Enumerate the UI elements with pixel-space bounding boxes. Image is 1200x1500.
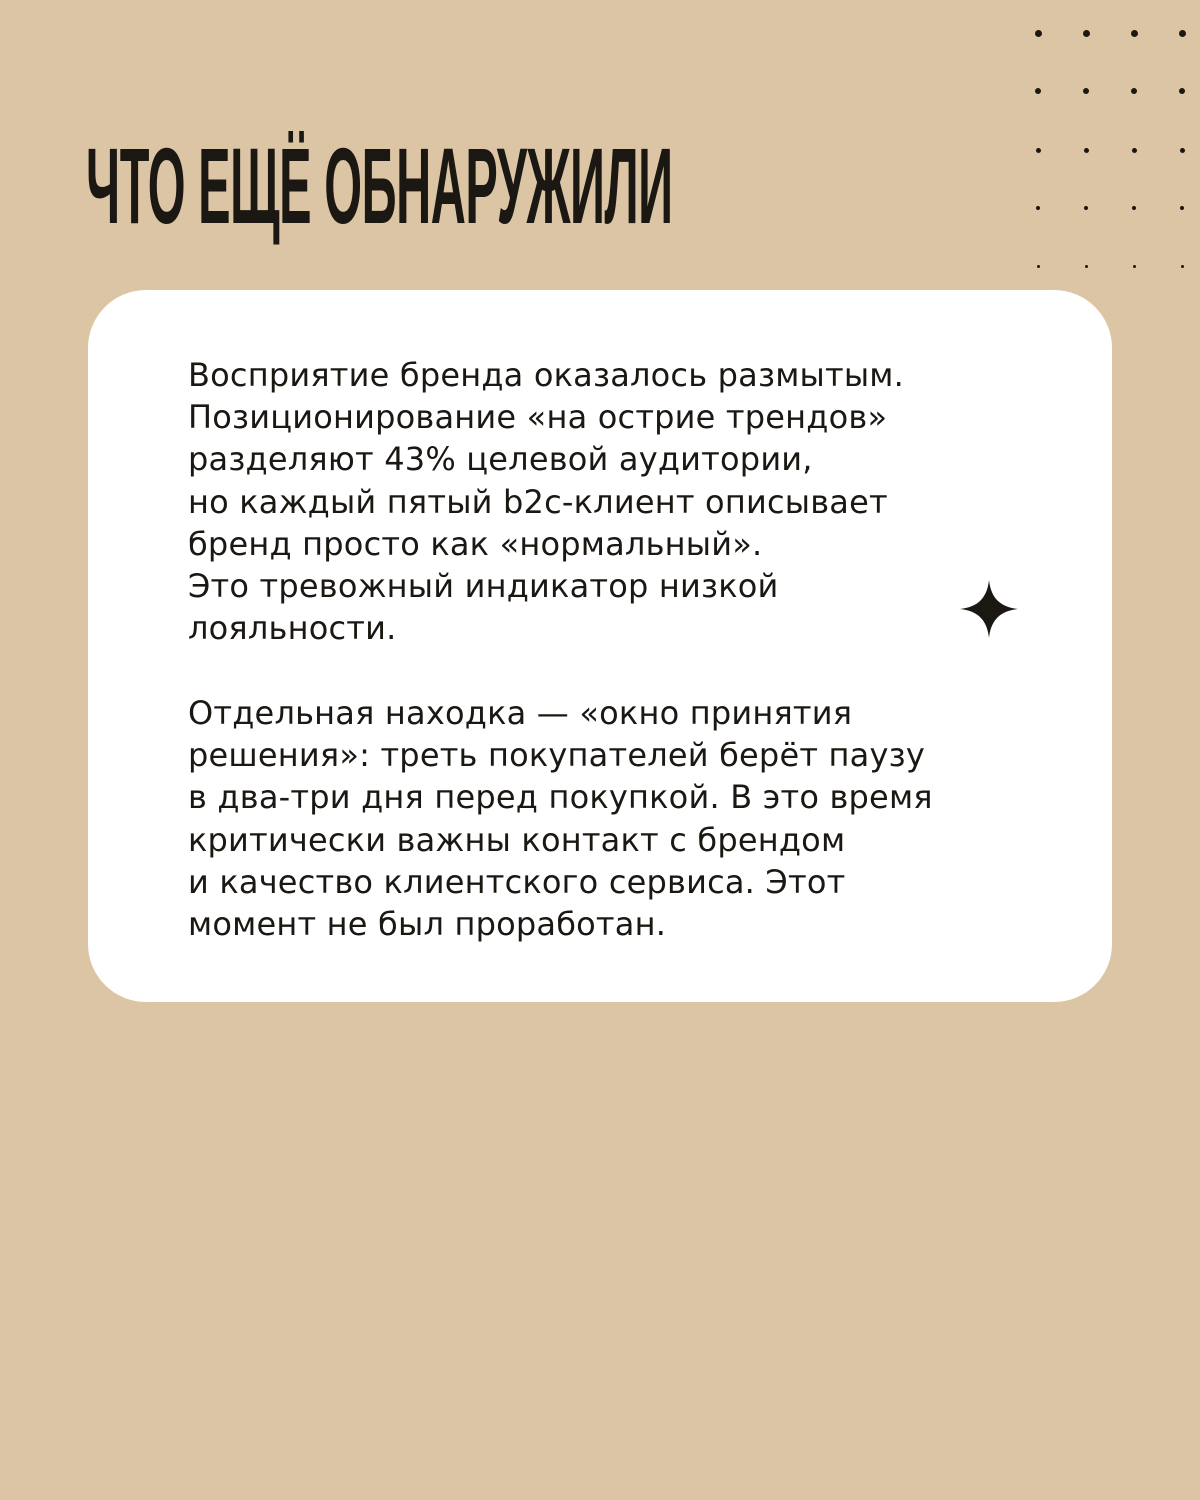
dot-grid-decoration bbox=[1010, 6, 1190, 296]
paragraph-brand-perception: Восприятие бренда оказалось размытым. Позиционирование «на острие трендов» разделяют 43% целевой аудитории, но каждый пятый b2c-клиент описывает бренд просто как «нормальный». Это тревожный индикатор низкой лояльности. bbox=[188, 356, 905, 648]
grid-dot bbox=[1132, 206, 1136, 210]
grid-dot bbox=[1084, 148, 1089, 153]
grid-dot bbox=[1035, 88, 1041, 94]
grid-dot bbox=[1181, 265, 1184, 268]
grid-dot bbox=[1180, 148, 1185, 153]
text-card bbox=[88, 290, 1112, 1002]
grid-dot bbox=[1083, 30, 1090, 37]
grid-dot bbox=[1085, 265, 1088, 268]
page-title: ЧТО ЕЩЁ ОБНАРУЖИЛИ bbox=[86, 125, 673, 246]
grid-dot bbox=[1131, 88, 1137, 94]
grid-dot bbox=[1037, 265, 1040, 268]
paragraph-decision-window: Отдельная находка — «окно принятия решения»: треть покупателей берёт паузу в два-три дня перед покупкой. В это время критически важны контакт с брендом и качество клиентского сервиса. Этот момент не был проработан. bbox=[188, 694, 933, 944]
grid-dot bbox=[1132, 148, 1137, 153]
grid-dot bbox=[1179, 88, 1185, 94]
grid-dot bbox=[1131, 30, 1138, 37]
grid-dot bbox=[1179, 30, 1186, 37]
grid-dot bbox=[1036, 148, 1041, 153]
grid-dot bbox=[1035, 30, 1042, 37]
grid-dot bbox=[1133, 265, 1136, 268]
grid-dot bbox=[1036, 206, 1040, 210]
grid-dot bbox=[1083, 88, 1089, 94]
grid-dot bbox=[1084, 206, 1088, 210]
grid-dot bbox=[1180, 206, 1184, 210]
four-point-star-icon bbox=[960, 580, 1018, 638]
